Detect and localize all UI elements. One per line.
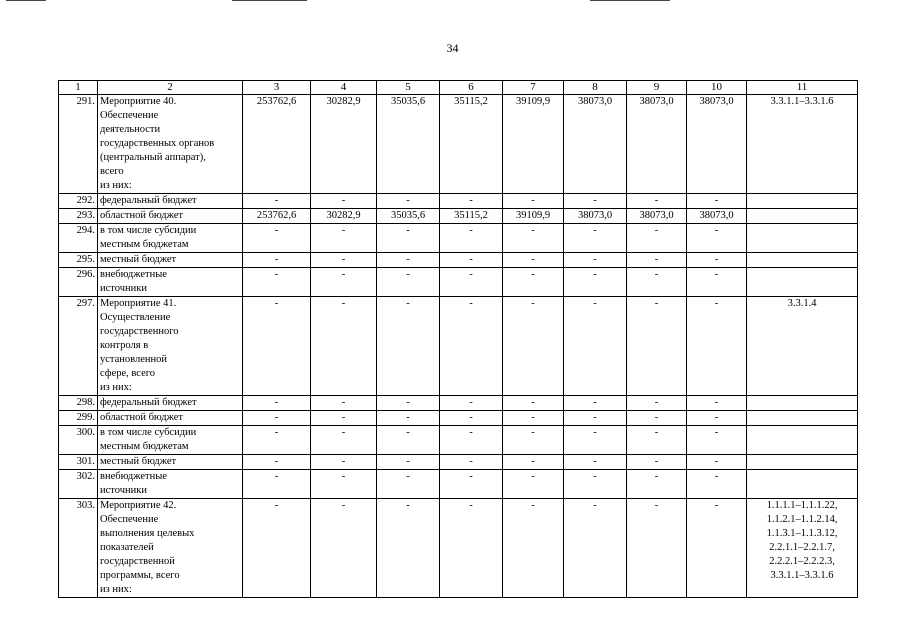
column-header: 2: [98, 81, 243, 95]
description-line: контроля в: [100, 340, 149, 351]
top-rule-right: [590, 0, 670, 1]
table-row: [59, 253, 858, 268]
row-description: [98, 499, 243, 598]
value-cell: -: [503, 455, 564, 470]
description-line: федеральный бюджет: [100, 397, 197, 408]
value-cell: -: [687, 470, 747, 499]
row-number: 291.: [59, 95, 98, 194]
row-number: 303.: [59, 499, 98, 598]
value-cell: -: [311, 455, 377, 470]
value-cell: -: [503, 224, 564, 253]
indicator-code-line: 3.3.1.1–3.3.1.6: [770, 96, 834, 107]
description-line: областной бюджет: [100, 412, 183, 423]
value-cell: -: [503, 396, 564, 411]
description-line: установленной: [100, 354, 167, 365]
description-line: программы, всего: [100, 570, 180, 581]
value-cell: 30282,9: [311, 95, 377, 194]
table-row: [59, 411, 858, 426]
value-cell: 30282,9: [311, 209, 377, 224]
value-cell: 35115,2: [440, 209, 503, 224]
table-row: [59, 194, 858, 209]
description-line: (центральный аппарат),: [100, 152, 206, 163]
value-cell: -: [440, 470, 503, 499]
indicator-codes: [747, 470, 858, 499]
indicator-codes: [747, 455, 858, 470]
table-row: [59, 297, 858, 396]
value-cell: -: [377, 224, 440, 253]
value-cell: -: [503, 253, 564, 268]
description-line: показателей: [100, 542, 154, 553]
table-row: [59, 470, 858, 499]
column-header: 1: [59, 81, 98, 95]
value-cell: -: [311, 396, 377, 411]
row-number: 295.: [59, 253, 98, 268]
row-number: 296.: [59, 268, 98, 297]
value-cell: -: [687, 396, 747, 411]
value-cell: 38073,0: [564, 95, 627, 194]
value-cell: -: [564, 455, 627, 470]
value-cell: -: [503, 297, 564, 396]
description-line: в том числе субсидии: [100, 225, 197, 236]
row-description: [98, 470, 243, 499]
description-line: местным бюджетам: [100, 441, 189, 452]
value-cell: -: [503, 470, 564, 499]
column-header: 11: [747, 81, 858, 95]
description-line: из них:: [100, 382, 132, 393]
value-cell: -: [627, 470, 687, 499]
column-header: 5: [377, 81, 440, 95]
table-row: [59, 209, 858, 224]
row-description: [98, 411, 243, 426]
description-line: Обеспечение: [100, 514, 159, 525]
table-row: [59, 95, 858, 194]
row-number: 301.: [59, 455, 98, 470]
value-cell: 38073,0: [687, 209, 747, 224]
value-cell: -: [503, 194, 564, 209]
value-cell: -: [377, 253, 440, 268]
description-line: федеральный бюджет: [100, 195, 197, 206]
value-cell: -: [627, 253, 687, 268]
description-line: Мероприятие 40.: [100, 96, 177, 107]
row-description: [98, 224, 243, 253]
description-line: внебюджетные: [100, 269, 167, 280]
value-cell: -: [243, 297, 311, 396]
row-description: [98, 253, 243, 268]
value-cell: -: [440, 224, 503, 253]
value-cell: -: [311, 268, 377, 297]
value-cell: -: [627, 194, 687, 209]
value-cell: 39109,9: [503, 95, 564, 194]
indicator-codes: [747, 499, 858, 598]
value-cell: -: [311, 499, 377, 598]
value-cell: -: [503, 499, 564, 598]
row-description: [98, 297, 243, 396]
value-cell: -: [564, 268, 627, 297]
value-cell: -: [627, 396, 687, 411]
value-cell: -: [627, 499, 687, 598]
value-cell: -: [243, 253, 311, 268]
indicator-codes: [747, 297, 858, 396]
value-cell: -: [311, 224, 377, 253]
value-cell: -: [243, 396, 311, 411]
value-cell: -: [311, 411, 377, 426]
row-number: 298.: [59, 396, 98, 411]
value-cell: -: [440, 253, 503, 268]
value-cell: -: [243, 499, 311, 598]
value-cell: -: [564, 194, 627, 209]
value-cell: -: [440, 411, 503, 426]
value-cell: -: [687, 268, 747, 297]
description-line: из них:: [100, 584, 132, 595]
value-cell: -: [627, 268, 687, 297]
row-number: 302.: [59, 470, 98, 499]
column-number-header: [59, 81, 858, 95]
indicator-codes: [747, 194, 858, 209]
description-line: из них:: [100, 180, 132, 191]
value-cell: -: [503, 426, 564, 455]
row-description: [98, 268, 243, 297]
value-cell: -: [440, 499, 503, 598]
indicator-code-line: 2.2.1.1–2.2.1.7,: [769, 542, 835, 553]
indicator-code-line: 1.1.1.1–1.1.1.22,: [766, 500, 838, 511]
value-cell: -: [687, 499, 747, 598]
table-row: [59, 499, 858, 598]
indicator-codes: [747, 411, 858, 426]
description-line: местный бюджет: [100, 254, 177, 265]
indicator-codes: [747, 396, 858, 411]
value-cell: -: [377, 455, 440, 470]
value-cell: -: [377, 426, 440, 455]
value-cell: -: [243, 426, 311, 455]
column-header: 3: [243, 81, 311, 95]
value-cell: -: [687, 411, 747, 426]
value-cell: -: [243, 194, 311, 209]
top-rule-left: [6, 0, 46, 1]
value-cell: -: [377, 499, 440, 598]
value-cell: 35035,6: [377, 95, 440, 194]
row-description: [98, 455, 243, 470]
indicator-code-line: 2.2.2.1–2.2.2.3,: [769, 556, 835, 567]
description-line: областной бюджет: [100, 210, 183, 221]
description-line: источники: [100, 485, 147, 496]
value-cell: 38073,0: [687, 95, 747, 194]
value-cell: -: [243, 455, 311, 470]
indicator-code-line: 1.1.2.1–1.1.2.14,: [766, 514, 838, 525]
column-header: 10: [687, 81, 747, 95]
description-line: деятельности: [100, 124, 161, 135]
value-cell: -: [687, 297, 747, 396]
value-cell: -: [687, 426, 747, 455]
value-cell: -: [440, 297, 503, 396]
row-number: 297.: [59, 297, 98, 396]
value-cell: -: [503, 268, 564, 297]
value-cell: -: [564, 499, 627, 598]
column-header: 7: [503, 81, 564, 95]
row-description: [98, 95, 243, 194]
value-cell: -: [627, 455, 687, 470]
value-cell: 38073,0: [564, 209, 627, 224]
row-description: [98, 426, 243, 455]
row-description: [98, 194, 243, 209]
column-header: 4: [311, 81, 377, 95]
value-cell: -: [564, 396, 627, 411]
value-cell: -: [377, 194, 440, 209]
description-line: государственной: [100, 556, 175, 567]
description-line: источники: [100, 283, 147, 294]
indicator-code-line: 3.3.1.1–3.3.1.6: [770, 570, 834, 581]
value-cell: -: [564, 253, 627, 268]
row-number: 293.: [59, 209, 98, 224]
value-cell: -: [377, 396, 440, 411]
indicator-codes: [747, 253, 858, 268]
value-cell: -: [564, 297, 627, 396]
indicator-codes: [747, 224, 858, 253]
description-line: выполнения целевых: [100, 528, 195, 539]
column-header: 8: [564, 81, 627, 95]
column-header: 9: [627, 81, 687, 95]
value-cell: 39109,9: [503, 209, 564, 224]
description-line: местный бюджет: [100, 456, 177, 467]
value-cell: 35035,6: [377, 209, 440, 224]
description-line: Мероприятие 42.: [100, 500, 177, 511]
row-number: 299.: [59, 411, 98, 426]
value-cell: -: [627, 426, 687, 455]
description-line: внебюджетные: [100, 471, 167, 482]
value-cell: -: [243, 268, 311, 297]
value-cell: -: [627, 224, 687, 253]
value-cell: -: [440, 396, 503, 411]
value-cell: -: [564, 426, 627, 455]
value-cell: -: [311, 297, 377, 396]
column-header: 6: [440, 81, 503, 95]
value-cell: -: [243, 470, 311, 499]
description-line: государственного: [100, 326, 179, 337]
description-line: Обеспечение: [100, 110, 159, 121]
description-line: Мероприятие 41.: [100, 298, 177, 309]
value-cell: -: [311, 470, 377, 499]
table-row: [59, 426, 858, 455]
value-cell: 35115,2: [440, 95, 503, 194]
value-cell: -: [687, 253, 747, 268]
page-number: 34: [446, 41, 459, 55]
value-cell: -: [377, 470, 440, 499]
value-cell: 38073,0: [627, 209, 687, 224]
value-cell: -: [377, 411, 440, 426]
top-rule-middle: [232, 0, 307, 1]
description-line: сфере, всего: [100, 368, 156, 379]
indicator-code-line: 1.1.3.1–1.1.3.12,: [766, 528, 838, 539]
value-cell: -: [564, 411, 627, 426]
budget-table: [58, 80, 858, 598]
indicator-codes: [747, 209, 858, 224]
value-cell: -: [243, 224, 311, 253]
value-cell: 253762,6: [243, 95, 311, 194]
table-row: [59, 455, 858, 470]
description-line: в том числе субсидии: [100, 427, 197, 438]
row-number: 292.: [59, 194, 98, 209]
value-cell: 253762,6: [243, 209, 311, 224]
value-cell: -: [311, 253, 377, 268]
value-cell: -: [311, 426, 377, 455]
value-cell: 38073,0: [627, 95, 687, 194]
value-cell: -: [627, 297, 687, 396]
description-line: местным бюджетам: [100, 239, 189, 250]
row-number: 300.: [59, 426, 98, 455]
value-cell: -: [687, 194, 747, 209]
value-cell: -: [440, 426, 503, 455]
indicator-code-line: 3.3.1.4: [787, 298, 817, 309]
description-line: всего: [100, 166, 124, 177]
indicator-codes: [747, 95, 858, 194]
row-number: 294.: [59, 224, 98, 253]
indicator-codes: [747, 268, 858, 297]
value-cell: -: [564, 224, 627, 253]
value-cell: -: [440, 194, 503, 209]
row-description: [98, 396, 243, 411]
value-cell: -: [687, 455, 747, 470]
row-description: [98, 209, 243, 224]
indicator-codes: [747, 426, 858, 455]
description-line: государственных органов: [100, 138, 215, 149]
description-line: Осуществление: [100, 312, 171, 323]
table-row: [59, 396, 858, 411]
value-cell: -: [377, 268, 440, 297]
value-cell: -: [440, 268, 503, 297]
value-cell: -: [503, 411, 564, 426]
value-cell: -: [243, 411, 311, 426]
value-cell: -: [687, 224, 747, 253]
value-cell: -: [311, 194, 377, 209]
value-cell: -: [627, 411, 687, 426]
value-cell: -: [440, 455, 503, 470]
value-cell: -: [564, 470, 627, 499]
value-cell: -: [377, 297, 440, 396]
table-row: [59, 224, 858, 253]
table-row: [59, 268, 858, 297]
